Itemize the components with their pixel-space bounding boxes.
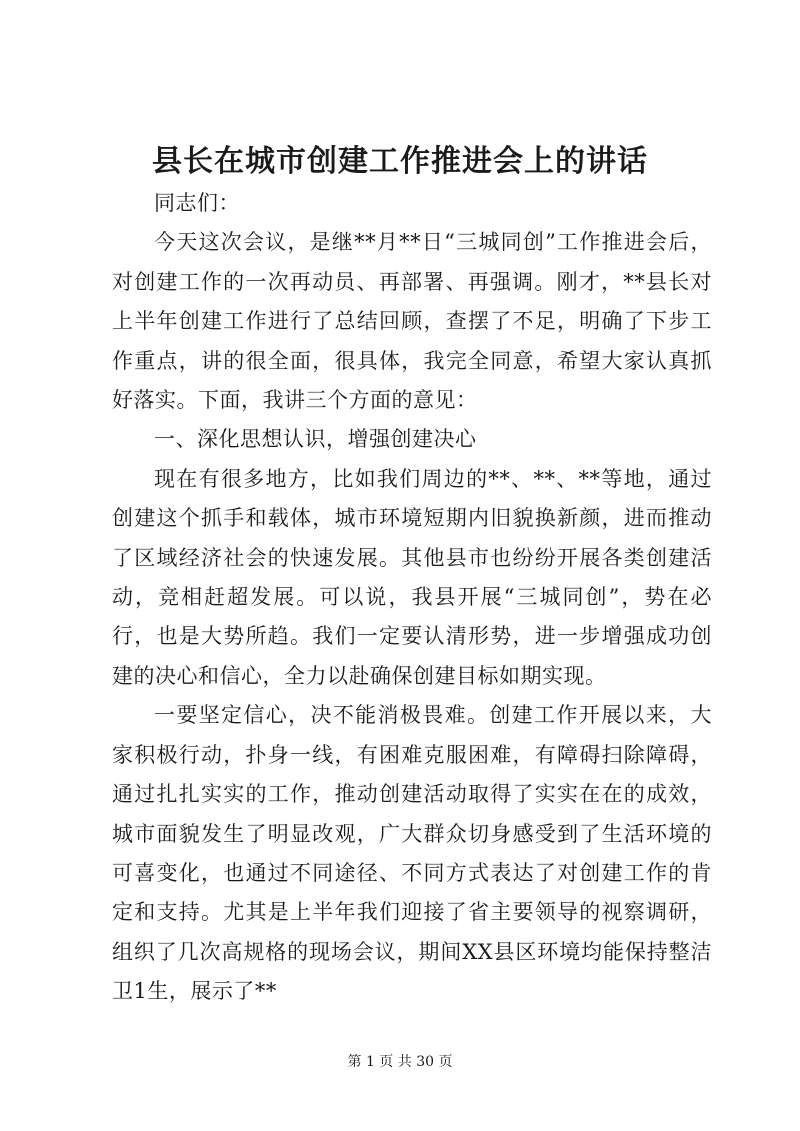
document-body <box>112 184 712 1012</box>
body-paragraph: 一要坚定信心，决不能消极畏难。创建工作开展以来，大家积极行动，扑身一线，有困难克服困难，有障碍扫除障碍，通过扎扎实实的工作，推动创建活动取得了实实在在的成效，城市面貌发生了明显改观，广大群众切身感受到了生活环境的可喜变化，也通过不同途径、不同方式表达了对创建工作的肯定和支持。尤其是上半年我们迎接了省主要领导的视察调研，组织了几次高规格的现场会议，期间XX县区环境均能保持整洁卫1生，展示了** <box>112 703 712 1004</box>
body-paragraph: 现在有很多地方，比如我们周边的**、**、**等地，通过创建这个抓手和载体，城市环境短期内旧貌换新颜，进而推动了区域经济社会的快速发展。其他县市也纷纷开展各类创建活动，竞相赶超发展。可以说，我县开展“三城同创”，势在必行，也是大势所趋。我们一定要认清形势，进一步增强成功创建的决心和信心，全力以赴确保创建目标如期实现。 <box>112 466 712 688</box>
page-number-footer: 第 1 页 共 30 页 <box>347 1054 453 1070</box>
section-heading: 一、深化思想认识，增强创建决心 <box>154 427 477 452</box>
document-title: 县长在城市创建工作推进会上的讲话 <box>152 144 648 179</box>
body-paragraph: 今天这次会议，是继**月**日“三城同创”工作推进会后，对创建工作的一次再动员、再部署、再强调。刚才，**县长对上半年创建工作进行了总结回顾，查摆了不足，明确了下步工作重点，讲的很全面，很具体，我完全同意，希望大家认真抓好落实。下面，我讲三个方面的意见： <box>112 230 712 413</box>
salutation-paragraph: 同志们： <box>154 191 240 215</box>
